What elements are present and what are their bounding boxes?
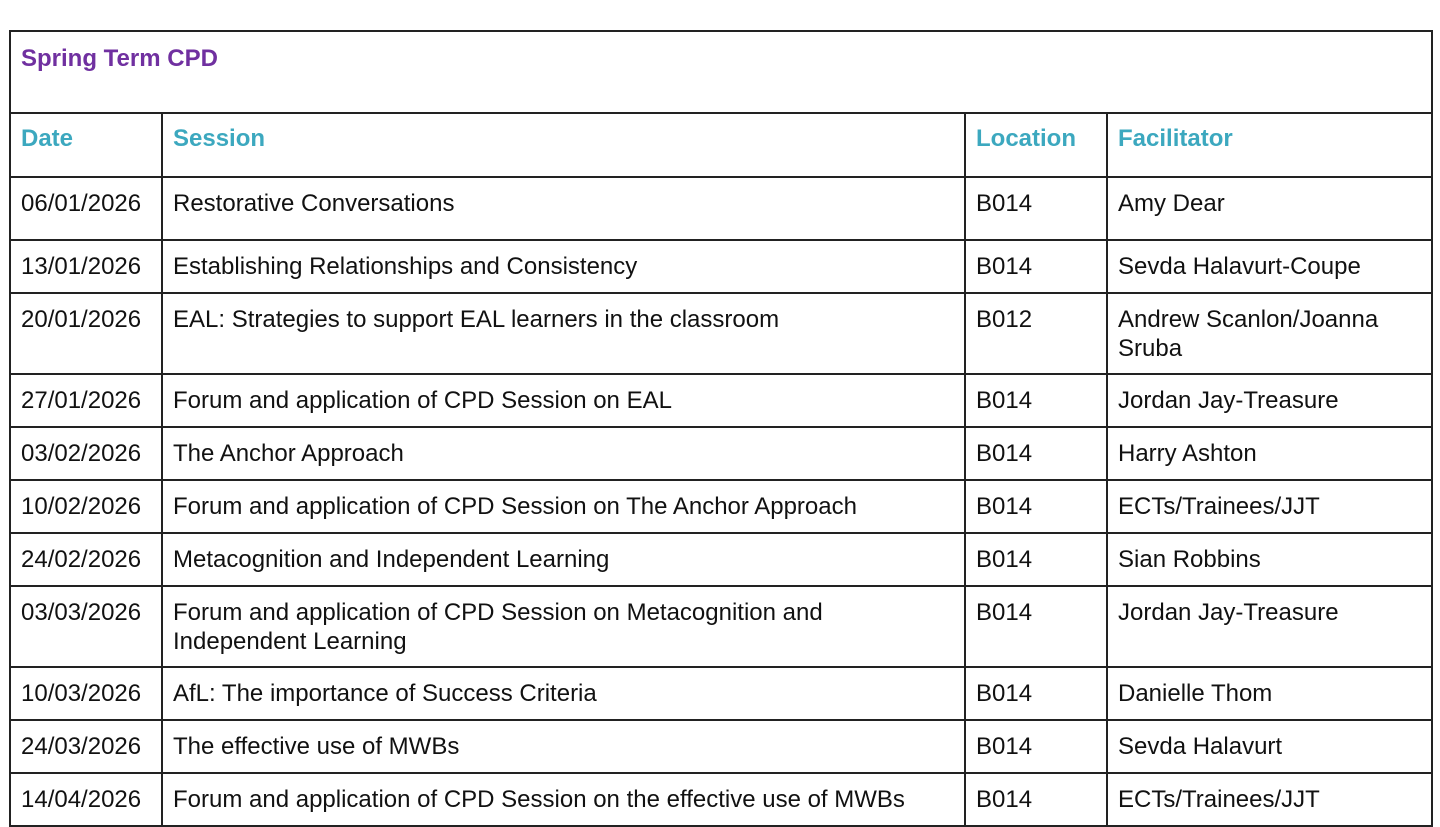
table-row [10,533,1432,586]
date-cell: 03/03/2026 [10,586,162,667]
session-cell: Forum and application of CPD Session on EAL [162,374,965,427]
table-row [10,773,1432,826]
session-cell: The Anchor Approach [162,427,965,480]
location-cell: B014 [965,480,1107,533]
session-cell: Forum and application of CPD Session on the effective use of MWBs [162,773,965,826]
location-cell: B014 [965,427,1107,480]
location-cell: B014 [965,240,1107,293]
table-row [10,586,1432,667]
table-row [10,374,1432,427]
location-cell: B014 [965,667,1107,720]
facilitator-cell: Jordan Jay-Treasure [1107,586,1432,667]
date-cell: 10/02/2026 [10,480,162,533]
header-session: Session [162,113,965,177]
table-header-row [10,113,1432,177]
table-row [10,427,1432,480]
date-cell: 14/04/2026 [10,773,162,826]
facilitator-cell: Andrew Scanlon/Joanna Sruba [1107,293,1432,374]
location-cell: B014 [965,374,1107,427]
header-date: Date [10,113,162,177]
session-cell: AfL: The importance of Success Criteria [162,667,965,720]
session-cell: Restorative Conversations [162,177,965,240]
facilitator-cell: ECTs/Trainees/JJT [1107,773,1432,826]
cpd-schedule-table [9,30,1433,827]
session-cell: EAL: Strategies to support EAL learners in the classroom [162,293,965,374]
session-cell: Forum and application of CPD Session on Metacognition and Independent Learning [162,586,965,667]
date-cell: 13/01/2026 [10,240,162,293]
table-row [10,240,1432,293]
date-cell: 10/03/2026 [10,667,162,720]
facilitator-cell: Danielle Thom [1107,667,1432,720]
facilitator-cell: Sevda Halavurt-Coupe [1107,240,1432,293]
header-facilitator: Facilitator [1107,113,1432,177]
table-title-row [10,31,1432,113]
date-cell: 20/01/2026 [10,293,162,374]
session-cell: The effective use of MWBs [162,720,965,773]
facilitator-cell: ECTs/Trainees/JJT [1107,480,1432,533]
facilitator-cell: Harry Ashton [1107,427,1432,480]
location-cell: B014 [965,773,1107,826]
table-row [10,480,1432,533]
facilitator-cell: Amy Dear [1107,177,1432,240]
date-cell: 27/01/2026 [10,374,162,427]
table-row [10,720,1432,773]
facilitator-cell: Sevda Halavurt [1107,720,1432,773]
table-row [10,667,1432,720]
table-title: Spring Term CPD [10,31,1432,113]
session-cell: Metacognition and Independent Learning [162,533,965,586]
table-row [10,293,1432,374]
facilitator-cell: Jordan Jay-Treasure [1107,374,1432,427]
session-cell: Establishing Relationships and Consistency [162,240,965,293]
location-cell: B012 [965,293,1107,374]
table-row [10,177,1432,240]
location-cell: B014 [965,586,1107,667]
facilitator-cell: Sian Robbins [1107,533,1432,586]
location-cell: B014 [965,720,1107,773]
date-cell: 24/02/2026 [10,533,162,586]
location-cell: B014 [965,533,1107,586]
date-cell: 06/01/2026 [10,177,162,240]
date-cell: 03/02/2026 [10,427,162,480]
session-cell: Forum and application of CPD Session on The Anchor Approach [162,480,965,533]
date-cell: 24/03/2026 [10,720,162,773]
header-location: Location [965,113,1107,177]
location-cell: B014 [965,177,1107,240]
